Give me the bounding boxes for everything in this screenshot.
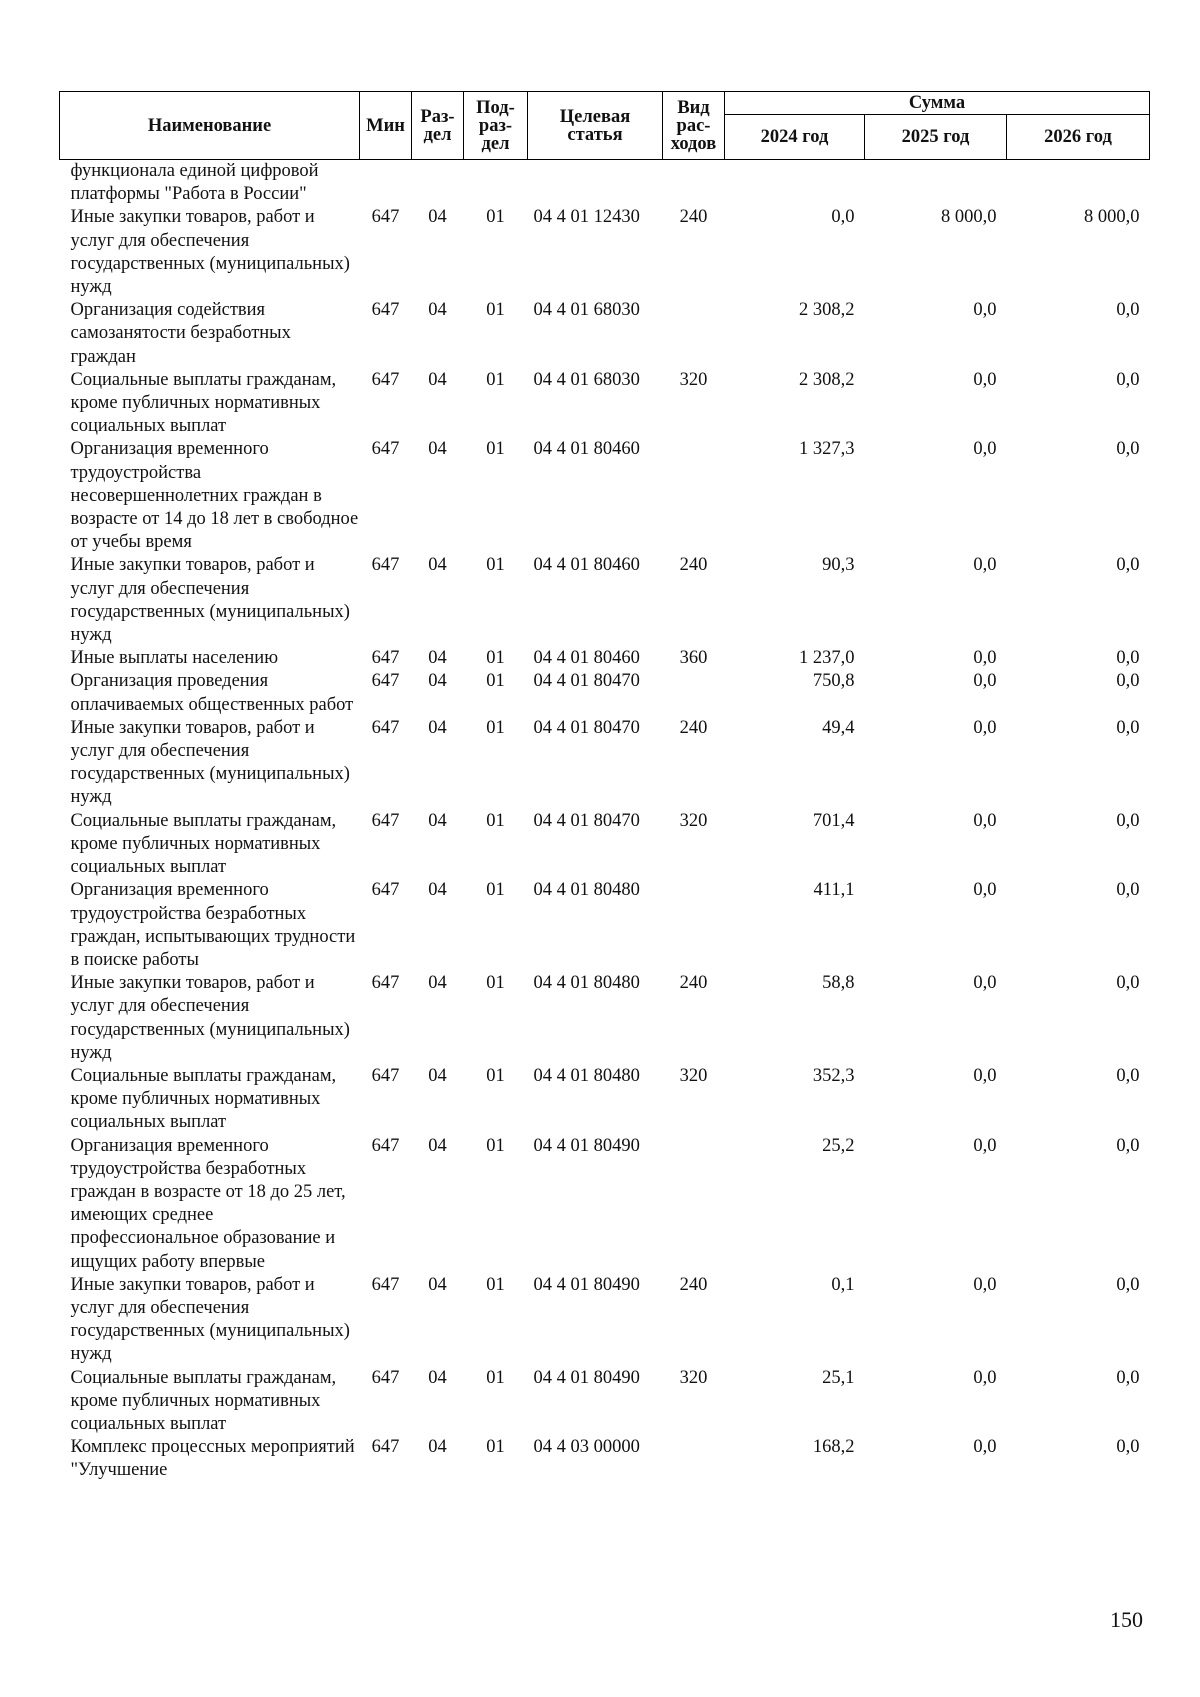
header-name: Наименование — [60, 92, 360, 160]
row-name-cell: функционала единой цифровой платформы "Работа в России" — [70, 161, 319, 205]
header-celevaya-statya: Целевая статья — [528, 92, 663, 160]
row-razdel-cell: 04 — [428, 1367, 447, 1388]
row-article-cell: 04 4 01 80460 — [533, 439, 640, 460]
row-2026-cell: 0,0 — [1116, 439, 1140, 460]
table-row — [60, 717, 1150, 810]
row-podrazdel-cell: 01 — [486, 973, 505, 994]
row-podrazdel-cell — [464, 160, 528, 207]
table-row — [60, 554, 1150, 647]
row-vid-cell: 320 — [679, 810, 708, 831]
row-podrazdel-cell: 01 — [486, 555, 505, 576]
row-podrazdel-cell: 01 — [486, 439, 505, 460]
row-article-cell: 04 4 01 80460 — [533, 648, 640, 669]
row-article-cell: 04 4 01 80480 — [533, 880, 640, 901]
row-2024-cell: 352,3 — [812, 1065, 855, 1086]
row-min-cell: 647 — [371, 1367, 400, 1388]
row-2025-cell: 0,0 — [973, 648, 997, 669]
table-row — [60, 438, 1150, 554]
row-razdel-cell: 04 — [428, 1065, 447, 1086]
row-name-cell: Иные закупки товаров, работ и услуг для обеспечения государственных (муниципальных) нужд — [70, 973, 350, 1063]
row-article-cell: 04 4 01 80480 — [533, 973, 640, 994]
row-min-cell: 647 — [371, 439, 400, 460]
row-2024-cell: 411,1 — [813, 880, 855, 901]
row-name-cell: Организация временного трудоустройства несовершеннолетних граждан в возрасте от 14 до 18 лет в свободное от учебы время — [70, 439, 359, 553]
row-razdel-cell: 04 — [428, 717, 447, 738]
row-name-cell: Иные выплаты населению — [70, 648, 279, 669]
row-min-cell: 647 — [371, 880, 400, 901]
header-min: Мин — [360, 92, 412, 160]
row-podrazdel-cell: 01 — [486, 880, 505, 901]
row-2024-cell: 750,8 — [812, 671, 855, 692]
row-name-cell: Организация временного трудоустройства безработных граждан, испытывающих трудности в поиске работы — [70, 880, 356, 970]
row-2025-cell: 0,0 — [973, 300, 997, 321]
row-min-cell: 647 — [371, 671, 400, 692]
row-min-cell — [360, 160, 412, 207]
row-vid-cell: 320 — [679, 1065, 708, 1086]
row-razdel-cell: 04 — [428, 207, 447, 228]
row-2025-cell: 0,0 — [973, 439, 997, 460]
row-article-cell: 04 4 01 80480 — [533, 1065, 640, 1086]
row-razdel-cell: 04 — [428, 648, 447, 669]
row-name-cell: Комплекс процессных мероприятий "Улучшение — [70, 1437, 355, 1481]
row-min-cell: 647 — [371, 300, 400, 321]
row-min-cell: 647 — [371, 555, 400, 576]
row-min-cell: 647 — [371, 973, 400, 994]
row-2026-cell: 0,0 — [1116, 1135, 1140, 1156]
row-vid-cell: 240 — [679, 717, 708, 738]
row-2024-cell: 49,4 — [822, 717, 855, 738]
row-article-cell: 04 4 01 80490 — [533, 1135, 640, 1156]
header-vid-rashodov: Вид рас- ходов — [663, 92, 725, 160]
row-2024-cell: 2 308,2 — [799, 369, 855, 390]
row-name-cell: Иные закупки товаров, работ и услуг для обеспечения государственных (муниципальных) нужд — [70, 1274, 350, 1365]
row-2026-cell: 8 000,0 — [1084, 207, 1140, 228]
row-2024-cell: 90,3 — [822, 555, 855, 576]
row-razdel-cell: 04 — [428, 1135, 447, 1156]
row-vid-cell: 240 — [679, 973, 708, 994]
row-2026-cell: 0,0 — [1116, 1437, 1140, 1458]
row-vid-cell — [663, 438, 725, 554]
row-article-cell: 04 4 03 00000 — [533, 1437, 640, 1458]
row-razdel-cell: 04 — [428, 1274, 447, 1295]
row-2024-cell: 1 327,3 — [799, 439, 855, 460]
row-2025-cell: 0,0 — [973, 671, 997, 692]
row-2024-cell: 25,2 — [822, 1135, 855, 1156]
table-row — [60, 1065, 1150, 1135]
row-razdel-cell: 04 — [428, 880, 447, 901]
row-2025-cell: 0,0 — [973, 1367, 997, 1388]
row-podrazdel-cell: 01 — [486, 369, 505, 390]
row-article-cell: 04 4 01 80470 — [533, 810, 640, 831]
table-header — [60, 92, 1150, 160]
row-name-cell: Организация содействия самозанятости безработных граждан — [70, 300, 291, 367]
row-2026-cell: 0,0 — [1116, 555, 1140, 576]
table-row — [60, 647, 1150, 670]
row-vid-cell: 240 — [679, 1274, 708, 1295]
row-2026-cell: 0,0 — [1116, 717, 1140, 738]
row-2026-cell: 0,0 — [1116, 973, 1140, 994]
table-row — [60, 879, 1150, 972]
row-vid-cell: 240 — [679, 207, 708, 228]
row-2025-cell: 0,0 — [973, 1274, 997, 1295]
row-razdel-cell: 04 — [428, 439, 447, 460]
row-2026-cell: 0,0 — [1116, 300, 1140, 321]
row-min-cell: 647 — [371, 648, 400, 669]
row-article-cell: 04 4 01 80470 — [533, 717, 640, 738]
table-row — [60, 206, 1150, 299]
header-podrazdel: Под- раз- дел — [464, 92, 528, 160]
row-2025-cell: 0,0 — [973, 880, 997, 901]
table-row — [60, 299, 1150, 369]
row-article-cell: 04 4 01 80490 — [533, 1274, 640, 1295]
row-2025-cell: 0,0 — [973, 810, 997, 831]
row-2026-cell: 0,0 — [1116, 1065, 1140, 1086]
row-2026-cell — [1007, 160, 1150, 207]
row-vid-cell — [663, 879, 725, 972]
row-min-cell: 647 — [371, 810, 400, 831]
row-2024-cell: 25,1 — [822, 1367, 855, 1388]
row-2026-cell: 0,0 — [1116, 369, 1140, 390]
row-vid-cell — [663, 670, 725, 716]
table-row — [60, 1135, 1150, 1274]
row-2025-cell: 8 000,0 — [941, 207, 997, 228]
row-podrazdel-cell: 01 — [486, 671, 505, 692]
row-2025-cell — [865, 160, 1007, 207]
row-article-cell: 04 4 01 80470 — [533, 671, 640, 692]
row-vid-cell — [663, 299, 725, 369]
row-min-cell: 647 — [371, 369, 400, 390]
row-vid-cell — [663, 1135, 725, 1274]
row-vid-cell: 240 — [679, 555, 708, 576]
page-number: 150 — [1110, 1607, 1143, 1632]
row-2025-cell: 0,0 — [973, 973, 997, 994]
row-article-cell: 04 4 01 12430 — [533, 207, 640, 228]
budget-table — [59, 91, 1150, 1483]
row-2025-cell: 0,0 — [973, 1065, 997, 1086]
row-podrazdel-cell: 01 — [486, 810, 505, 831]
row-podrazdel-cell: 01 — [486, 1367, 505, 1388]
row-razdel-cell — [412, 160, 464, 207]
row-2025-cell: 0,0 — [973, 555, 997, 576]
row-vid-cell — [663, 1436, 725, 1482]
row-name-cell: Иные закупки товаров, работ и услуг для обеспечения государственных (муниципальных) нужд — [70, 717, 350, 808]
row-razdel-cell: 04 — [428, 369, 447, 390]
row-2024-cell: 58,8 — [822, 973, 855, 994]
row-name-cell: Организация проведения оплачиваемых общественных работ — [70, 671, 354, 715]
row-name-cell: Социальные выплаты гражданам, кроме публичных нормативных социальных выплат — [70, 810, 337, 878]
row-razdel-cell: 04 — [428, 671, 447, 692]
row-2024-cell — [725, 160, 865, 207]
row-podrazdel-cell: 01 — [486, 648, 505, 669]
row-2024-cell: 168,2 — [812, 1437, 855, 1458]
row-2024-cell: 0,0 — [831, 207, 855, 228]
row-podrazdel-cell: 01 — [486, 1135, 505, 1156]
row-2025-cell: 0,0 — [973, 717, 997, 738]
row-2025-cell: 0,0 — [973, 369, 997, 390]
row-min-cell: 647 — [371, 1065, 400, 1086]
row-name-cell: Социальные выплаты гражданам, кроме публичных нормативных социальных выплат — [70, 1367, 337, 1434]
row-2025-cell: 0,0 — [973, 1135, 997, 1156]
row-2024-cell: 1 237,0 — [799, 648, 855, 669]
header-year-2024: 2024 год — [725, 115, 865, 160]
row-2026-cell: 0,0 — [1116, 1367, 1140, 1388]
row-vid-cell — [663, 160, 725, 207]
row-name-cell: Иные закупки товаров, работ и услуг для обеспечения государственных (муниципальных) нужд — [70, 207, 350, 298]
row-razdel-cell: 04 — [428, 810, 447, 831]
table-row — [60, 1274, 1150, 1367]
row-podrazdel-cell: 01 — [486, 300, 505, 321]
row-vid-cell: 320 — [679, 1367, 708, 1388]
row-vid-cell: 320 — [679, 369, 708, 390]
header-razdel: Раз- дел — [412, 92, 464, 160]
row-razdel-cell: 04 — [428, 1437, 447, 1458]
table-row — [60, 670, 1150, 716]
row-podrazdel-cell: 01 — [486, 1274, 505, 1295]
row-vid-cell: 360 — [679, 648, 708, 669]
row-min-cell: 647 — [371, 1274, 400, 1295]
row-razdel-cell: 04 — [428, 300, 447, 321]
row-article-cell: 04 4 01 68030 — [533, 300, 640, 321]
row-2024-cell: 0,1 — [831, 1274, 855, 1295]
table-row — [60, 1436, 1150, 1482]
table-row — [60, 369, 1150, 439]
table-row — [60, 160, 1150, 207]
header-year-2026: 2026 год — [1007, 115, 1150, 160]
row-article-cell: 04 4 01 80490 — [533, 1367, 640, 1388]
row-name-cell: Социальные выплаты гражданам, кроме публичных нормативных социальных выплат — [70, 1065, 337, 1133]
row-podrazdel-cell: 01 — [486, 717, 505, 738]
table-row — [60, 1367, 1150, 1437]
row-2026-cell: 0,0 — [1116, 671, 1140, 692]
row-razdel-cell: 04 — [428, 973, 447, 994]
table-body — [60, 160, 1150, 1483]
row-min-cell: 647 — [371, 1437, 400, 1458]
row-min-cell: 647 — [371, 207, 400, 228]
row-name-cell: Иные закупки товаров, работ и услуг для обеспечения государственных (муниципальных) нужд — [70, 555, 350, 646]
row-2026-cell: 0,0 — [1116, 880, 1140, 901]
row-article-cell — [528, 160, 663, 207]
row-article-cell: 04 4 01 80460 — [533, 555, 640, 576]
row-podrazdel-cell: 01 — [486, 1437, 505, 1458]
row-2026-cell: 0,0 — [1116, 648, 1140, 669]
row-podrazdel-cell: 01 — [486, 207, 505, 228]
row-2026-cell: 0,0 — [1116, 810, 1140, 831]
row-name-cell: Социальные выплаты гражданам, кроме публичных нормативных социальных выплат — [70, 369, 337, 437]
row-razdel-cell: 04 — [428, 555, 447, 576]
row-podrazdel-cell: 01 — [486, 1065, 505, 1086]
table-row — [60, 810, 1150, 880]
row-2025-cell: 0,0 — [973, 1437, 997, 1458]
budget-table-sheet — [59, 91, 1149, 1483]
header-summa: Сумма — [725, 92, 1150, 115]
row-2026-cell: 0,0 — [1116, 1274, 1140, 1295]
row-2024-cell: 701,4 — [812, 810, 855, 831]
table-row — [60, 972, 1150, 1065]
row-article-cell: 04 4 01 68030 — [533, 369, 640, 390]
row-min-cell: 647 — [371, 1135, 400, 1156]
row-min-cell: 647 — [371, 717, 400, 738]
header-year-2025: 2025 год — [865, 115, 1007, 160]
row-name-cell: Организация временного трудоустройства безработных граждан в возрасте от 18 до 25 лет, имеющих среднее профессиональное образование и ищущих работу впервые — [70, 1135, 346, 1272]
row-2024-cell: 2 308,2 — [799, 300, 855, 321]
